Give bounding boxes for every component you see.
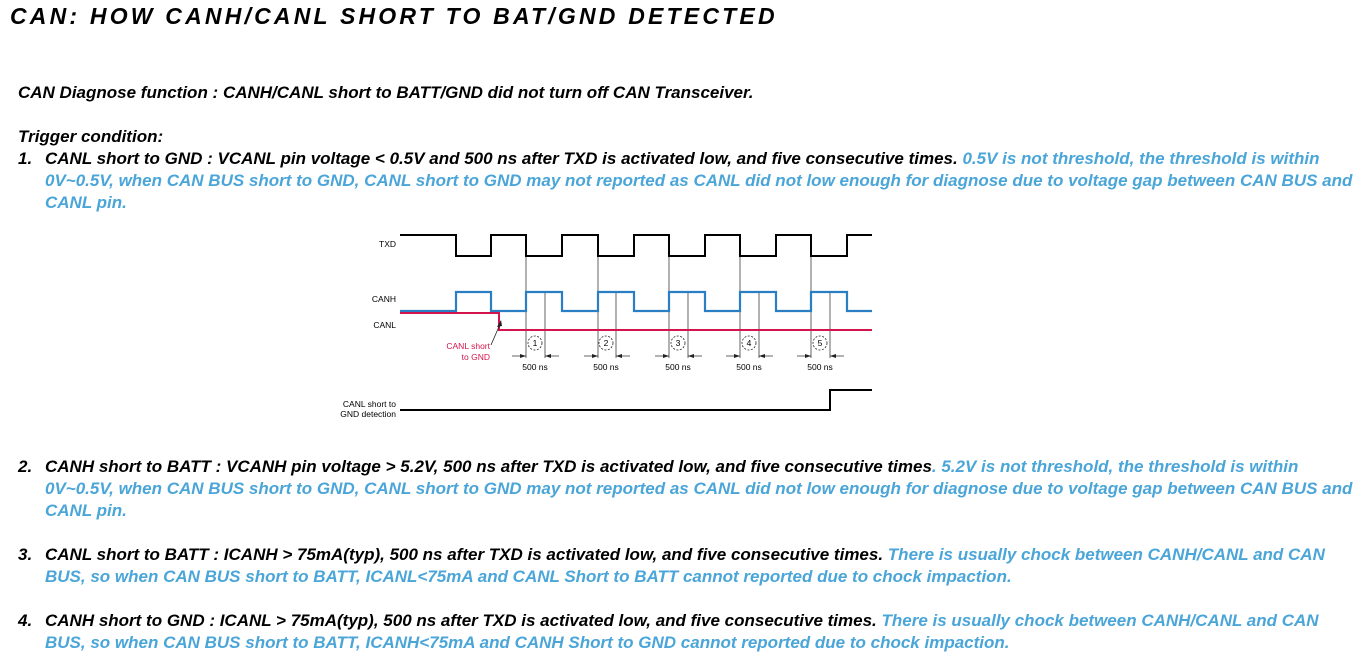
note-text: . 5.2V is not threshold, the threshold is within 0V~0.5V, when CAN BUS short to GND, CANL short to GND may not reported as CANL did not low enough for diagnose due to voltage gap between CAN BUS and CANL pin.	[45, 457, 1353, 520]
event-label-line2: to GND	[461, 352, 490, 362]
canl-label: CANL	[373, 320, 396, 330]
canh-label: CANH	[371, 294, 396, 304]
pulse-duration: 500 ns	[522, 362, 548, 372]
canl-waveform	[400, 313, 872, 330]
list-item-number: 3.	[18, 545, 33, 564]
pulse-duration: 500 ns	[736, 362, 762, 372]
list-item-body	[45, 544, 1354, 588]
list-item-body	[45, 610, 1354, 654]
pulse-marker	[512, 336, 559, 372]
condition-text: CANH short to GND : ICANL > 75mA(typ), 500 ns after TXD is activated low, and five consecutive times.	[45, 611, 877, 630]
event-pointer	[446, 320, 502, 362]
condition-text: CANH short to BATT : VCANH pin voltage > 5.2V, 500 ns after TXD is activated low, and five consecutive times	[45, 457, 932, 476]
list-item-number: 2.	[18, 457, 33, 476]
signal-labels	[340, 239, 396, 419]
pulse-index: 4	[746, 338, 752, 348]
pulse-index: 1	[532, 338, 538, 348]
pulse-index: 2	[603, 338, 609, 348]
pulse-marker	[584, 336, 630, 372]
pulse-markers	[512, 336, 844, 372]
note-text: There is usually chock between CANH/CANL and CAN BUS, so when CAN BUS short to BATT, ICANL<75mA and CANL Short to BATT cannot reported due to chock impaction.	[45, 545, 1325, 586]
list-item-number: 1.	[18, 149, 33, 168]
intro-text: CAN Diagnose function : CANH/CANL short to BATT/GND did not turn off CAN Transceiver.	[18, 83, 754, 102]
pulse-marker	[797, 336, 844, 372]
note-text: There is usually chock between CANH/CANL and CAN BUS, so when CAN BUS short to BATT, ICANH<75mA and CANH Short to GND cannot reported due to chock impaction.	[45, 611, 1319, 652]
txd-label: TXD	[379, 239, 396, 249]
detection-label-line1: CANL short to	[342, 399, 396, 409]
condition-text: CANL short to BATT : ICANH > 75mA(typ), 500 ns after TXD is activated low, and five consecutive times.	[45, 545, 884, 564]
pulse-marker	[655, 336, 702, 372]
pulse-duration: 500 ns	[665, 362, 691, 372]
condition-text: CANL short to GND : VCANL pin voltage < 0.5V and 500 ns after TXD is activated low, and five consecutive times.	[45, 149, 958, 168]
pulse-duration: 500 ns	[807, 362, 833, 372]
pulse-duration: 500 ns	[593, 362, 619, 372]
pulse-index: 5	[817, 338, 823, 348]
pulse-index: 3	[675, 338, 681, 348]
trigger-heading: Trigger condition:	[18, 127, 164, 146]
canh-waveform	[400, 292, 872, 311]
detection-waveform	[400, 390, 872, 410]
note-text: 0.5V is not threshold, the threshold is within 0V~0.5V, when CAN BUS short to GND, CANL short to GND may not reported as CANL did not low enough for diagnose due to voltage gap between CAN BUS and CANL pin.	[45, 149, 1353, 212]
list-item-2	[18, 456, 1354, 522]
list-item-3	[18, 544, 1354, 588]
detection-label-line2: GND detection	[340, 409, 396, 419]
page-title: CAN: HOW CANH/CANL SHORT TO BAT/GND DETECTED	[10, 3, 778, 29]
list-item-number: 4.	[18, 611, 33, 630]
txd-waveform	[400, 235, 872, 256]
pulse-marker	[726, 336, 773, 372]
list-item-4	[18, 610, 1354, 654]
list-item-body	[45, 456, 1354, 522]
event-label-line1: CANL short	[446, 341, 490, 351]
